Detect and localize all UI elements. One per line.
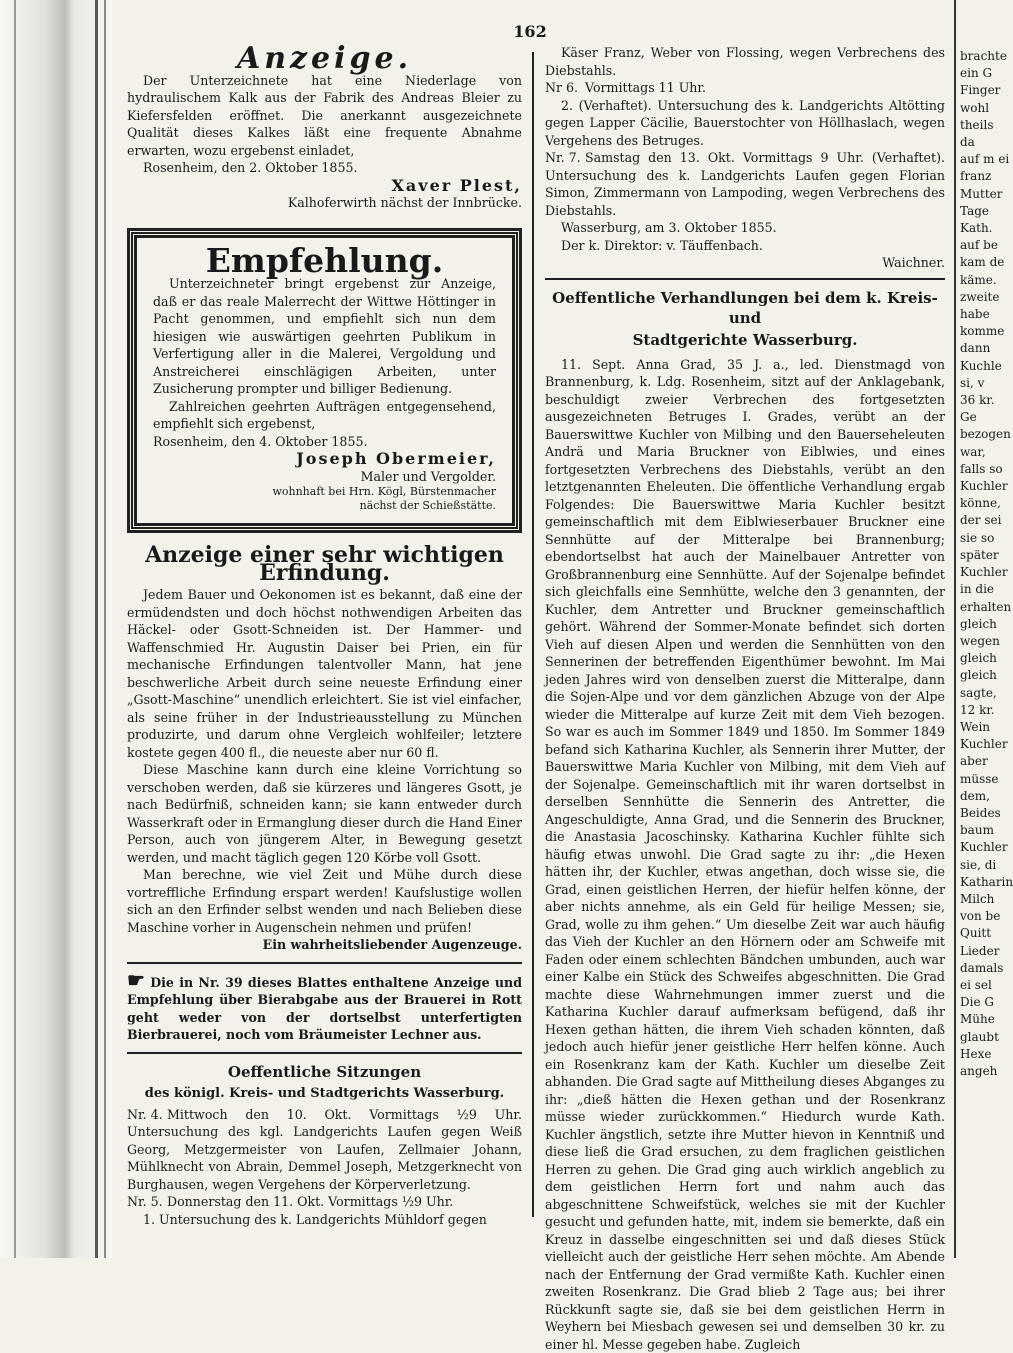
fragment-line: später bbox=[960, 547, 1000, 564]
fragment-line: auf m ei bbox=[960, 151, 1000, 168]
fragment-line: dann bbox=[960, 340, 1000, 357]
fragment-line: Kuchler bbox=[960, 564, 1000, 581]
page-number: 162 bbox=[500, 22, 560, 41]
fragment-line: Tage bbox=[960, 203, 1000, 220]
empfehlung-signer: Joseph Obermeier, bbox=[153, 450, 496, 468]
fragment-line: bezogen bbox=[960, 426, 1000, 443]
session-entry-4 bbox=[127, 1106, 522, 1194]
empfehlung-title: Empfehlung. bbox=[153, 252, 496, 270]
erfindung-paragraph-2: Diese Maschine kann durch eine kleine Vorrichtung so verschoben werden, daß sie kürzeres und längeres Gsott, je nach Bedürfniß, schneiden kann; sie kann entweder durch Wasserkraft oder in Ermanglung dieser durch die Hand Einer Person, auch von jüngerem Alter, in Bewegung gesetzt werden, und macht täglich gegen 120 Körbe voll Gsott. bbox=[127, 761, 522, 866]
book-binding bbox=[0, 0, 112, 1258]
sitzungen-title: Oeffentliche Sitzungen bbox=[127, 1062, 522, 1082]
fragment-line: Kath. bbox=[960, 220, 1000, 237]
fragment-line: Die G bbox=[960, 994, 1000, 1011]
fragment-line: von be bbox=[960, 908, 1000, 925]
fragment-line: 36 kr. bbox=[960, 392, 1000, 409]
page-edge-divider bbox=[954, 0, 956, 1258]
entry-number: Nr. 4. bbox=[127, 1106, 167, 1124]
fragment-line: Finger bbox=[960, 82, 1000, 99]
entry-number: Nr. 7. bbox=[545, 149, 585, 167]
fragment-line: da bbox=[960, 134, 1000, 151]
column-divider bbox=[532, 52, 534, 1217]
entry-number: Nr. 5. bbox=[127, 1193, 167, 1211]
fragment-line: gleich bbox=[960, 650, 1000, 667]
session-entry-5 bbox=[127, 1193, 522, 1211]
fragment-line: wegen bbox=[960, 633, 1000, 650]
entry-text: Mittwoch den 10. Okt. Vormittags ½9 Uhr. Untersuchung des kgl. Landgerichts Laufen gegen Weiß Georg, Metzgermeister von Laufen, Zellmaier Johann, Mühlknecht von Abrain, Demmel Joseph, Metzgerknecht von Burghausen, wegen Vergehens der Körperverletzung. bbox=[127, 1107, 522, 1192]
fragment-line: Quitt bbox=[960, 925, 1000, 942]
fragment-line: theils bbox=[960, 117, 1000, 134]
verhandlungen-title: Oeffentliche Verhandlungen bei dem k. Kreis- und bbox=[545, 288, 945, 328]
entry-number: Nr 6. bbox=[545, 79, 585, 97]
fragment-line: käme. bbox=[960, 272, 1000, 289]
fragment-line: Ge bbox=[960, 409, 1000, 426]
verhandlungen-subtitle: Stadtgerichte Wasserburg. bbox=[545, 330, 945, 350]
empfehlung-address-2: nächst der Schießstätte. bbox=[153, 499, 496, 513]
pointing-hand-icon: ☛ bbox=[127, 968, 145, 992]
fragment-line: Wein bbox=[960, 719, 1000, 736]
fragment-line: damals bbox=[960, 960, 1000, 977]
notice-text: Die in Nr. 39 dieses Blattes enthaltene Anzeige und Empfehlung über Bierabgabe aus der Brauerei in Rott geht weder von der dortselbst unterfertigten Bierbrauerei, noch vom Bräumeister Lechner aus. bbox=[127, 975, 522, 1043]
anzeige-signer: Xaver Plest, bbox=[127, 177, 522, 195]
empfehlung-box bbox=[127, 228, 522, 534]
fragment-line: sagte, bbox=[960, 685, 1000, 702]
fragment-line: war, bbox=[960, 444, 1000, 461]
empfehlung-body: Unterzeichneter bringt ergebenst zur Anzeige, daß er das reale Malerrecht der Wittwe Höttinger in Pacht genommen, und empfiehlt sich nun dem hiesigen wie auswärtigen geehrten Publikum in Verfertigung aller in die Malerei, Vergoldung und Anstreicherei einschlägigen Arbeiten, unter Zusicherung prompter und billiger Bedienung. bbox=[153, 275, 496, 398]
anzeige-signer-desc: Kalhoferwirth nächst der Innbrücke. bbox=[127, 194, 522, 212]
fragment-line: Mutter bbox=[960, 186, 1000, 203]
fragment-line: müsse bbox=[960, 771, 1000, 788]
fragment-line: baum bbox=[960, 822, 1000, 839]
fragment-line: si, v bbox=[960, 375, 1000, 392]
erfindung-signer: Ein wahrheitsliebender Augenzeuge. bbox=[127, 936, 522, 954]
fragment-line: Lieder bbox=[960, 943, 1000, 960]
entry-text: Donnerstag den 11. Okt. Vormittags ½9 Uhr. bbox=[167, 1194, 453, 1209]
erfindung-paragraph-3: Man berechne, wie viel Zeit und Mühe durch diese vortreffliche Erfindung erspart werden! Kaufslustige wollen sich an den Erfinder selbst wenden und nach Belieben diese Maschine vorher in Augenschein nehmen und prüfen! bbox=[127, 866, 522, 936]
erfindung-paragraph-1: Jedem Bauer und Oekonomen ist es bekannt, daß eine der ermüdendsten und doch höchst nothwendigen Arbeiten das Häckel- oder Gsott-Schneiden ist. Der Hammer- und Waffenschmied Hr. Augustin Daiser bei Prien, ein für mechanische Erfindungen talentvoller Mann, hat jene beschwerliche Arbeit durch seine neueste Erfindung einer „Gsott-Maschine“ unendlich erleichtert. Sie ist viel einfacher, als seine früher in der Industrieausstellung zu München produzirte, und darum ohne Vergleich wohlfeiler; letztere kostete gegen 400 fl., die neueste aber nur 60 fl. bbox=[127, 586, 522, 761]
divider-rule bbox=[545, 278, 945, 280]
left-column bbox=[127, 50, 522, 1228]
empfehlung-place-date: Rosenheim, den 4. Oktober 1855. bbox=[153, 433, 496, 451]
session-entry-5-sub: 1. Untersuchung des k. Landgerichts Mühldorf gegen bbox=[127, 1211, 522, 1229]
divider-rule bbox=[127, 962, 522, 964]
verhandlungen-paragraph: 11. Sept. Anna Grad, 35 J. a., led. Dienstmagd von Brannenburg, k. Ldg. Rosenheim, sitzt auf der Anklagebank, beschuldigt zweier Verbrechen des fortgesetzten ausgezeichneten Betruges I. Grades, verübt an der Bauerswittwe Kuchler von Milbing und den Bauerseheleuten Andrä und Maria Bruckner von Eiblwies, und eines fortgesetzten Verbrechens des Diebstahls, verübt an den letztgenannten Eheleuten. Die öffentliche Verhandlung ergab Folgendes: Die Bauerswittwe Maria Kuchler besitzt gemeinschaftlich mit dem Eiblwieserbauer Bruckner eine Sennhütte auf der Mitteralpe bei Brannenburg; ebendortselbst hat auch der Mainelbauer Antretter von Großbrannenburg eine Sennhütte. Auf der Sojenalpe befindet sich gleichfalls eine Sennhütte, welche den 3 genannten, der Kuchler, dem Antretter und Bruckner gemeinschaftlich gehört. Während der Sommer-Monate befindet sich dorten Vieh auf diesen Alpen und werden die Sennhütten von den Sennerinen der betreffenden Eigenthümer bewohnt. Im Mai jeden Jahres wird von denselben zuerst die Mitteralpe, dann die Sojen-Alpe und vor dem gänzlichen Abzuge von der Alpe wieder die Mitteralpe auf kurze Zeit mit dem Vieh bezogen. So war es auch im Sommer 1849 und 1850. Im Sommer 1849 befand sich Katharina Kuchler, als Sennerin ihrer Mutter, der Bauerswittwe Maria Kuchler von Milbing, mit dem Vieh auf der Sojenalpe. Gemeinschaftlich mit ihr waren dortselbst in derselben Sennhütte die Sennerin des Antretter, die Angeschuldigte, Anna Grad, und die Sennerin des Bruckner, die Anastasia Jacoschinsky. Katharina Kuchler fühlte sich häufig etwas unwohl. Die Grad sagte zu ihr: „die Hexen hätten ihr, der Kuchler, etwas angethan, doch wisse sie, die Grad, einen geistlichen Herren, der hiefür helfen könne, der aber nichts annehme, als ein Geld für heilige Messen; sie, Grad, wolle zu ihm gehen.“ Um dieselbe Zeit war auch häufig das Vieh der Kuchler an den Hörnern oder am Schweife mit Faden oder einem schlechten Bändchen umbunden, auch war einer Kalbe ein Stück des Schweifes abgeschnitten. Die Grad machte diese Wahrnehmungen immer zuerst und die Katharina Kuchler darauf aufmerksam befügend, daß ihr Hexen gethan hätten, die ihrem Vieh schaden könnten, daß jedoch auch hiefür jener geistliche Herr helfen könne. Auch ein Rosenkranz kam der Kath. Kuchler um dieselbe Zeit abhanden. Die Grad sagte auf Mittheilung dieses Abganges zu ihr: „dieß hätten die Hexen gethan und der Rosenkranz müsse wieder zurückkommen.“ Hiedurch wurde Kath. Kuchler ängstlich, setzte ihre Mutter hievon in Kenntniß und diese ließ die Grad ersuchen, zu dem fraglichen geistlichen Herren zu gehen. Die Grad ging auch wirklich angeblich zu dem geistlichen Herrn fort und nahm auch das abgeschnittene Schweifstück, welches sie mit der Kuchler gesucht und gefunden hatte, mit, indem sie bemerkte, daß ein Kreuz in dasselbe eingeschnitten sei und daß dieses Stück vielleicht auch der geistliche Herr sehen möchte. Am Abende nach der Entfernung der Grad vermißte Kath. Kuchler einen zweiten Rosenkranz. Die Grad blieb 2 Tage aus; bei ihrer Rückkunft sagte sie, daß sie bei dem geistlichen Herrn in Weyhern bei Miesbach gewesen sei und demselben 30 kr. zu einer hl. Messe gegeben habe. Zugleich bbox=[545, 356, 945, 1353]
fragment-line: erhalten bbox=[960, 599, 1000, 616]
fragment-line: komme bbox=[960, 323, 1000, 340]
fragment-line: könne, bbox=[960, 495, 1000, 512]
fragment-line: zweite bbox=[960, 289, 1000, 306]
fragment-line: Hexe bbox=[960, 1046, 1000, 1063]
fragment-line: habe bbox=[960, 306, 1000, 323]
fragment-line: ein G bbox=[960, 65, 1000, 82]
entry-text: Samstag den 13. Okt. Vormittags 9 Uhr. (Verhaftet). Untersuchung des k. Landgerichts Laufen gegen Florian Simon, Zimmermann von Lampoding, wegen Verbrechens des Diebstahls. bbox=[545, 150, 945, 218]
fragment-line: Kuchler bbox=[960, 478, 1000, 495]
empfehlung-body-2: Zahlreichen geehrten Aufträgen entgegensehend, empfiehlt sich ergebenst, bbox=[153, 398, 496, 433]
divider-rule bbox=[127, 1052, 522, 1054]
clerk-signature: Waichner. bbox=[545, 254, 945, 272]
session-entry-6 bbox=[545, 79, 945, 97]
anzeige-place-date: Rosenheim, den 2. Oktober 1855. bbox=[127, 159, 522, 177]
director-signature: Der k. Direktor: v. Täuffenbach. bbox=[545, 237, 945, 255]
fragment-line: kam de bbox=[960, 254, 1000, 271]
fragment-line: Beides bbox=[960, 805, 1000, 822]
session-entry-6-sub: 2. (Verhaftet). Untersuchung des k. Landgerichts Altötting gegen Lapper Cäcilie, Bauerstochter von Höllhaslach, wegen Vergehens des Betruges. bbox=[545, 97, 945, 150]
fragment-line: gleich bbox=[960, 616, 1000, 633]
fragment-line: glaubt bbox=[960, 1029, 1000, 1046]
anzeige-title: Anzeige. bbox=[127, 50, 522, 68]
fragment-line: auf be bbox=[960, 237, 1000, 254]
place-date: Wasserburg, am 3. Oktober 1855. bbox=[545, 219, 945, 237]
fragment-line: Kuchler bbox=[960, 839, 1000, 856]
notice-paragraph bbox=[127, 972, 522, 1044]
fragment-line: brachte bbox=[960, 48, 1000, 65]
fragment-line: angeh bbox=[960, 1063, 1000, 1080]
fragment-line: aber bbox=[960, 753, 1000, 770]
right-fragment-column bbox=[960, 48, 1000, 1080]
fragment-line: Mühe bbox=[960, 1011, 1000, 1028]
empfehlung-signer-desc: Maler und Vergolder. bbox=[153, 468, 496, 486]
fragment-line: sie so bbox=[960, 530, 1000, 547]
fragment-line: Kuchle bbox=[960, 358, 1000, 375]
session-entry-7 bbox=[545, 149, 945, 219]
fragment-line: wohl bbox=[960, 100, 1000, 117]
fragment-line: Kuchler bbox=[960, 736, 1000, 753]
binding-edge bbox=[95, 0, 98, 1258]
fragment-line: Milch bbox=[960, 891, 1000, 908]
middle-column bbox=[545, 44, 945, 1353]
erfindung-title: Anzeige einer sehr wichtigen Erfindung. bbox=[127, 547, 522, 582]
fragment-line: sie, di bbox=[960, 857, 1000, 874]
sitzungen-subtitle: des königl. Kreis- und Stadtgerichts Wasserburg. bbox=[127, 1084, 522, 1104]
entry-text: Vormittags 11 Uhr. bbox=[585, 80, 706, 95]
anzeige-body: Der Unterzeichnete hat eine Niederlage von hydraulischem Kalk aus der Fabrik des Andreas Bleier zu Kiefersfelden eröffnet. Die anerkannt ausgezeichnete Qualität dieses Kalkes läßt eine frequente Abnahme erwarten, wozu ergebenst einladet, bbox=[127, 72, 522, 160]
fragment-line: franz bbox=[960, 168, 1000, 185]
fragment-line: in die bbox=[960, 581, 1000, 598]
fragment-line: dem, bbox=[960, 788, 1000, 805]
fragment-line: der sei bbox=[960, 512, 1000, 529]
fragment-line: gleich bbox=[960, 667, 1000, 684]
fragment-line: 12 kr. bbox=[960, 702, 1000, 719]
binding-edge bbox=[14, 0, 16, 1258]
binding-edge bbox=[104, 0, 106, 1258]
continuation-text: Käser Franz, Weber von Flossing, wegen Verbrechens des Diebstahls. bbox=[545, 44, 945, 79]
fragment-line: falls so bbox=[960, 461, 1000, 478]
fragment-line: Katharin bbox=[960, 874, 1000, 891]
fragment-line: ei sel bbox=[960, 977, 1000, 994]
empfehlung-address-1: wohnhaft bei Hrn. Kögl, Bürstenmacher bbox=[153, 485, 496, 499]
